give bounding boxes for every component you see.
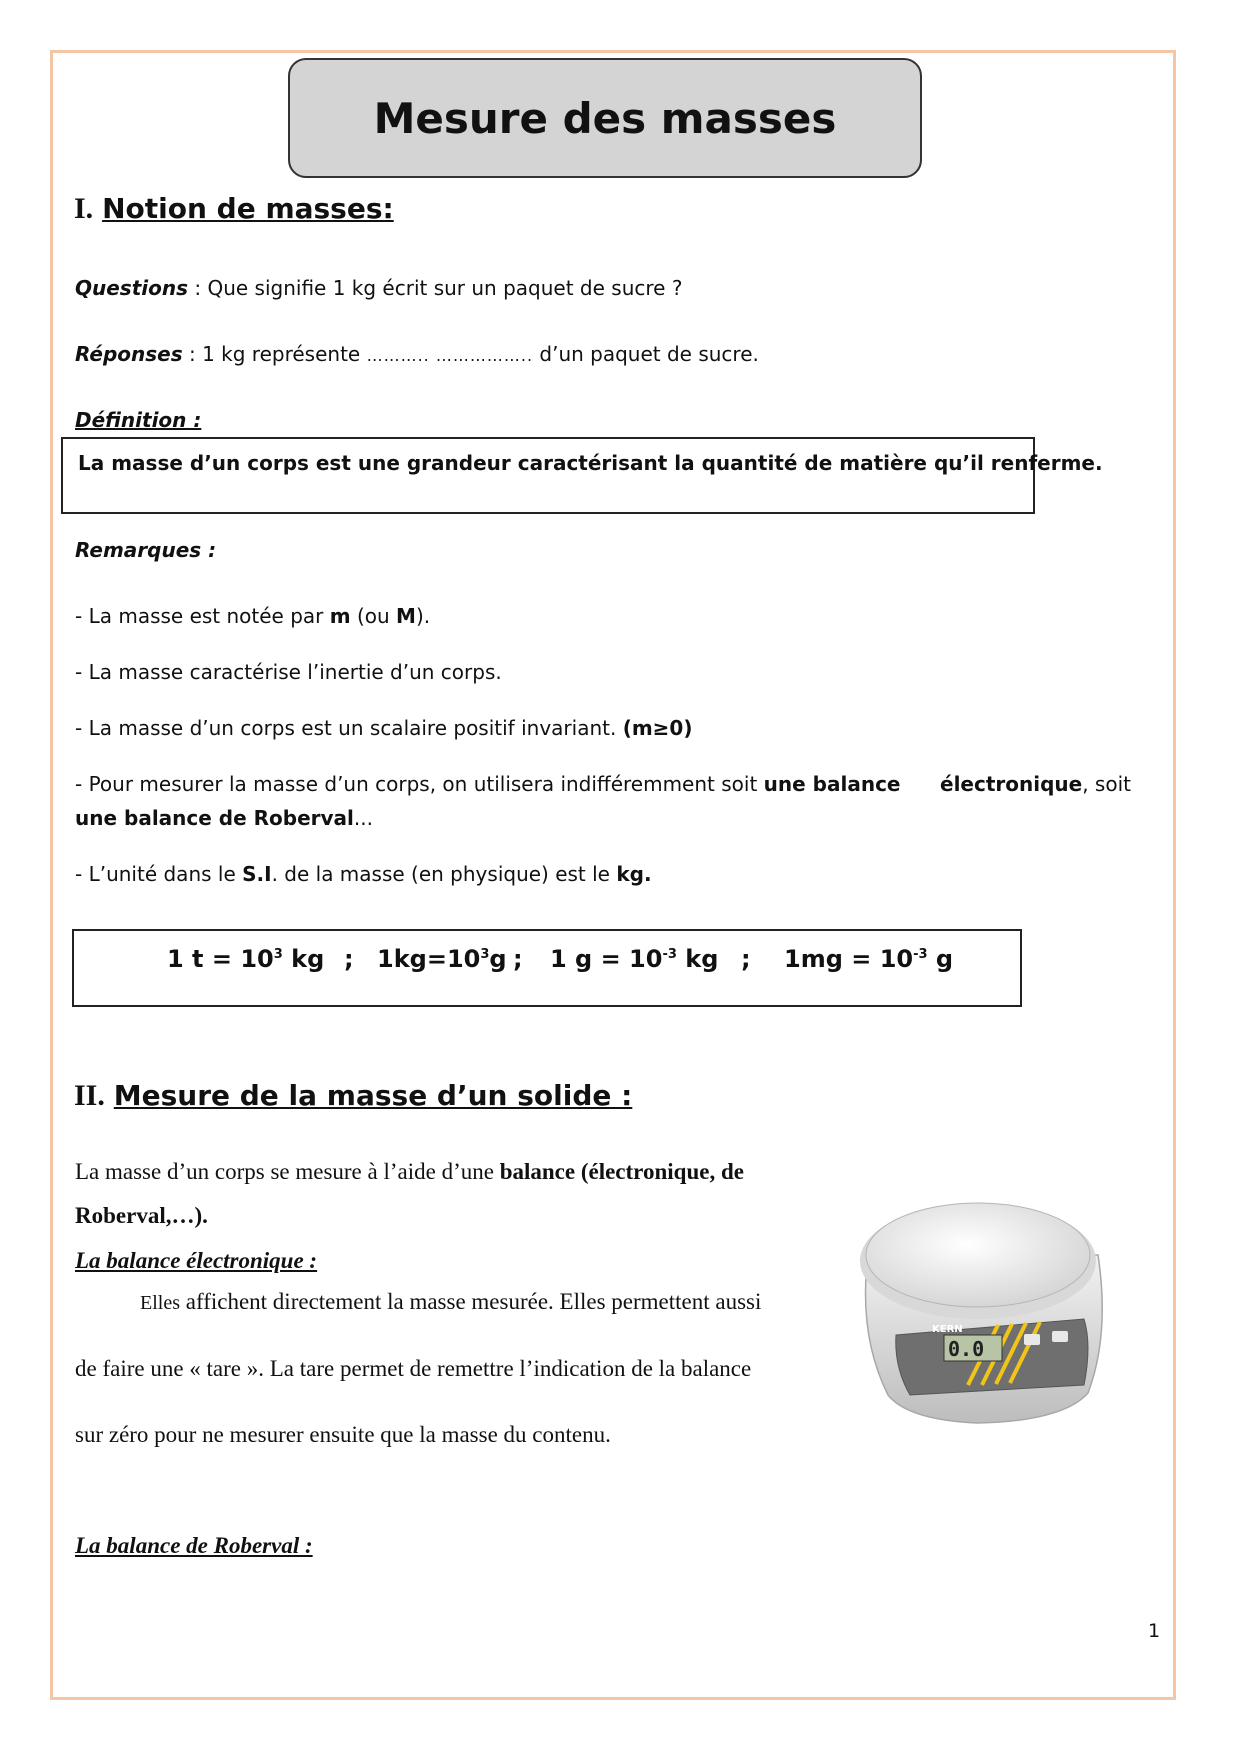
remark-1-text-3: ). [415, 604, 431, 628]
unit-tonne: 1 $t = 10^3$ kg [167, 945, 325, 973]
remark-1 [75, 604, 430, 628]
remark-4-ellipsis: ... [353, 806, 373, 830]
section-1-heading [74, 192, 394, 226]
remarks-label: Remarques : [75, 538, 217, 562]
answer-suffix: d’un paquet de sucre. [533, 342, 759, 366]
scale-pan [866, 1203, 1090, 1307]
definition-box [61, 437, 1103, 514]
question-label: Questions [75, 276, 189, 300]
remark-1-symbol-M: M [396, 604, 416, 628]
remark-1-text: - La masse est notée par [75, 604, 330, 628]
electronic-line-1-rest: affichent directement la masse mesurée. Elles permettent aussi [180, 1289, 762, 1314]
unit-kilogram: $1kg=10^3g$ [377, 945, 507, 973]
electronic-line-1 [140, 1289, 761, 1315]
scale-button-tare [1052, 1331, 1068, 1342]
remark-2: - La masse caractérise l’inertie d’un corps. [75, 660, 502, 684]
electronic-line-3: sur zéro pour ne mesurer ensuite que la masse du contenu. [75, 1422, 611, 1447]
scale-display-value: 0.0 [948, 1337, 985, 1361]
intro-roberval: Roberval,…). [75, 1203, 208, 1228]
section-2-title: Mesure de la masse d’un solide : [113, 1079, 633, 1112]
answer-line [75, 342, 759, 366]
remark-4-electronique: électronique [940, 772, 1083, 796]
electronic-balance-heading: La balance électronique : [75, 1248, 318, 1273]
question-line [75, 276, 682, 300]
definition-label: Définition : [75, 408, 202, 432]
answer-blank: ……….. …………….. [366, 346, 534, 365]
section-2-intro-line-1 [75, 1159, 744, 1185]
scale-button-on [1024, 1334, 1040, 1345]
remark-5-kg: kg. [616, 862, 652, 886]
page-number: 1 [1148, 1620, 1161, 1642]
remark-4-soit: , soit [1082, 772, 1131, 796]
section-1-title: Notion de masses: [102, 192, 394, 225]
section-2-heading [74, 1079, 632, 1113]
remark-4-line-1-end [940, 772, 1131, 796]
remark-5-text: - L’unité dans le [75, 862, 243, 886]
electronic-scale-image [848, 1195, 1114, 1435]
remark-4-balance: une balance [763, 772, 901, 796]
section-2-number: II. [74, 1079, 105, 1112]
roberval-balance-heading: La balance de Roberval : [75, 1533, 313, 1558]
section-2-intro-line-2 [75, 1203, 208, 1229]
remark-4-line-1 [75, 772, 900, 796]
remark-4-line-2 [75, 806, 373, 830]
remark-4-text: - Pour mesurer la masse d’un corps, on utilisera indifféremment soit [75, 772, 764, 796]
answer-prefix: : 1 kg représente [182, 342, 367, 366]
remark-5-si: S.I [242, 862, 272, 886]
question-text: : Que signifie 1 kg écrit sur un paquet de sucre ? [188, 276, 683, 300]
remark-5 [75, 862, 652, 886]
page-title: Mesure des masses [373, 93, 837, 143]
section-1-number: I. [74, 192, 94, 225]
intro-text: La masse d’un corps se mesure à l’aide d’une [75, 1159, 500, 1184]
remark-5-text-2: . de la masse (en physique) est le [271, 862, 617, 886]
remark-3 [75, 716, 692, 740]
definition-text: La masse d’un corps est une grandeur caractérisant la quantité de matière qu’il renferme. [78, 451, 1103, 475]
answer-label: Réponses [75, 342, 183, 366]
remark-4-roberval: une balance de Roberval [75, 806, 354, 830]
unit-separator: ; [741, 945, 751, 973]
remark-3-text: - La masse d’un corps est un scalaire positif invariant. [75, 716, 623, 740]
unit-milligram: $1mg = 10^{-3}$ g [784, 945, 954, 973]
intro-balance: balance [499, 1159, 576, 1184]
electronic-line-2: de faire une « tare ». La tare permet de remettre l’indication de la balance [75, 1356, 752, 1381]
unit-separator: ; [344, 945, 354, 973]
intro-types: (électronique, de [575, 1159, 744, 1184]
remark-1-symbol-m: m [329, 604, 351, 628]
unit-separator: ; [513, 945, 523, 973]
title-box [288, 58, 922, 178]
unit-gram: 1 $g = 10^{-3}$ kg [550, 945, 719, 973]
scale-brand: KERN [932, 1324, 963, 1335]
remark-1-text-2: (ou [350, 604, 397, 628]
electronic-line-1-start: Elles [140, 1292, 180, 1314]
remark-3-condition: (m≥0) [622, 716, 693, 740]
units-box [72, 929, 1022, 1007]
